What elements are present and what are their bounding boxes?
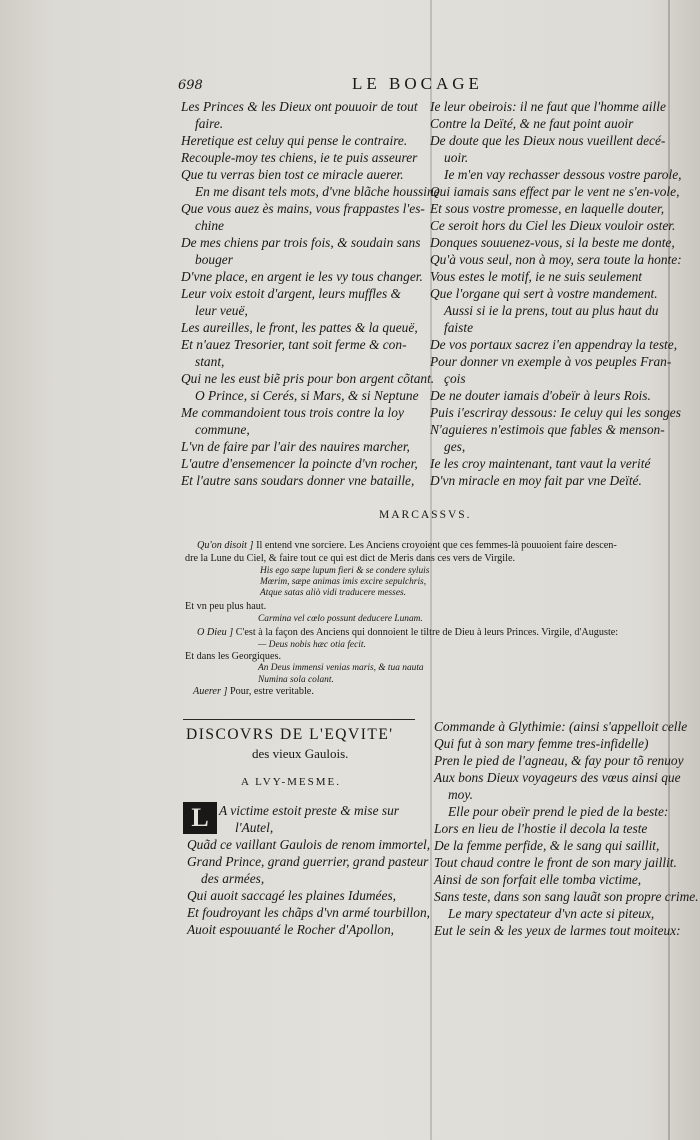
poem-line: Me commandoient tous trois contre la loy — [181, 405, 404, 420]
poem-line: Qui iamais sans effect par le vent ne s'en-vole, — [430, 184, 680, 199]
poem-line: bouger — [195, 252, 233, 267]
page-header — [0, 74, 700, 96]
commentary-key: O Dieu ] — [197, 627, 234, 638]
running-title: LE BOCAGE — [352, 74, 483, 93]
commentary-text: C'est à la façon des Anciens qui donnoient le tiltre de Dieu à leurs Princes. Virgile, d'Auguste: — [235, 627, 619, 638]
commentary-text: dre la Lune du Ciel, & faire tout ce qui est dict de Meris dans ces vers de Virgile. — [185, 553, 516, 564]
commentary-title: MARCASSVS. — [379, 509, 472, 521]
latin-quote-line: An Deus immensi venias maris, & tua nauta — [258, 663, 424, 673]
poem-line: O Prince, si Cerés, si Mars, & si Neptune — [195, 388, 419, 403]
poem-line: Auoit espouuanté le Rocher d'Apollon, — [187, 922, 395, 937]
poem-line: De la femme perfide, & le sang qui saillit, — [434, 838, 660, 853]
commentary-text: Pour, estre veritable. — [229, 686, 314, 697]
poem-line: chine — [195, 218, 224, 233]
poem-line: En me disant tels mots, d'vne blãche houssine — [195, 184, 440, 199]
poem-line: Et sous vostre promesse, en laquelle douter, — [430, 201, 665, 216]
poem-line: Que vous auez ès mains, vous frappastes l'es- — [181, 201, 425, 216]
poem-line: N'aguieres n'estimois que fables & menson- — [430, 422, 665, 437]
commentary-key: Qu'on disoit ] — [197, 540, 254, 551]
commentary-key: Auerer ] — [193, 686, 228, 697]
poem-line: commune, — [195, 422, 250, 437]
poem-line: Ce seroit hors du Ciel les Dieux vouloir oster. — [430, 218, 676, 233]
poem-line: Eut le sein & les yeux de larmes tout moiteux: — [434, 923, 681, 938]
poem-line: Ainsi de son forfait elle tomba victime, — [434, 872, 642, 887]
poem-line: Donques souuenez-vous, si la beste me donte, — [430, 235, 675, 250]
poem-line: De mes chiens par trois fois, & soudain sans — [181, 235, 421, 250]
poem-line: Et n'auez Tresorier, tant soit ferme & con- — [181, 337, 407, 352]
poem-line: Qui fut à son mary femme tres-infidelle) — [434, 736, 649, 751]
poem-line: ges, — [444, 439, 466, 454]
poem-line: De doute que les Dieux nous vueillent decé- — [430, 133, 666, 148]
poem-line: Commande à Glythimie: (ainsi s'appelloit celle — [434, 719, 688, 734]
commentary-line — [185, 553, 515, 564]
poem-line: Et l'autre sans soudars donner vne bataille, — [181, 473, 415, 488]
poem-line: D'vne place, en argent ie les vy tous changer. — [181, 269, 423, 284]
poem-line: Sans teste, dans son sang lauãt son propre crime. — [434, 889, 699, 904]
poem-line: Ie m'en vay rechasser dessous vostre parole, — [444, 167, 682, 182]
poem-line: faiste — [444, 320, 474, 335]
latin-quote-line: Atque satas aliò vidi traducere messes. — [260, 588, 406, 598]
poem-line: L'vn de faire par l'air des nauires marcher, — [181, 439, 410, 454]
poem-line: Heretique est celuy qui pense le contraire. — [181, 133, 408, 148]
poem-line: Vous estes le motif, ie ne suis seulement — [430, 269, 642, 284]
section-rule — [183, 719, 415, 720]
commentary-text: Et vn peu plus haut. — [185, 601, 267, 612]
section-dedication: A LVY-MESME. — [241, 776, 341, 788]
poem-line: l'Autel, — [235, 820, 274, 835]
poem-line: Elle pour obeïr prend le pied de la beste: — [448, 804, 669, 819]
poem-line: Ie leur obeirois: il ne faut que l'homme aille — [430, 99, 666, 114]
poem-line: D'vn miracle en moy fait par vne Deïté. — [430, 473, 642, 488]
commentary-line — [197, 627, 618, 638]
poem-line: çois — [444, 371, 466, 386]
poem-line: leur veuë, — [195, 303, 248, 318]
poem-line: Aussi si ie la prens, tout au plus haut du — [444, 303, 659, 318]
poem-line: Puis i'escriray dessous: Ie celuy qui les songes — [430, 405, 681, 420]
poem-line: Grand Prince, grand guerrier, grand pasteur — [187, 854, 429, 869]
latin-quote-line: — Deus nobis hæc otia fecit. — [258, 640, 366, 650]
page-number: 698 — [178, 78, 203, 93]
latin-quote-line: Mœrim, sæpe animas imis excire sepulchris, — [260, 577, 427, 587]
poem-line: Les Princes & les Dieux ont pouuoir de tout — [181, 99, 418, 114]
poem-line: Tout chaud contre le front de son mary jaillit. — [434, 855, 677, 870]
commentary-line — [193, 686, 314, 697]
poem-line: Pour donner vn exemple à vos peuples Fran- — [430, 354, 672, 369]
poem-line: Que l'organe qui sert à vostre mandement. — [430, 286, 658, 301]
section-title: DISCOVRS DE L'EQVITE' — [186, 726, 394, 743]
commentary-text: Et dans les Georgiques. — [185, 651, 282, 662]
commentary-text: Il entend vne sorciere. Les Anciens croyoient que ces femmes-là pouuoient faire descen- — [256, 540, 617, 551]
drop-cap-initial: L — [183, 802, 217, 834]
poem-line: Contre la Deïté, & ne faut point auoir — [430, 116, 634, 131]
poem-line: Et foudroyant les chãps d'vn armé tourbillon, — [187, 905, 431, 920]
latin-quote-line: Numina sola colant. — [258, 675, 334, 685]
poem-line: uoir. — [444, 150, 469, 165]
poem-line: De vos portaux sacrez i'en appendray la teste, — [430, 337, 678, 352]
poem-line: Qui auoit saccagé les plaines Idumées, — [187, 888, 396, 903]
latin-quote-line: Carmina vel cœlo possunt deducere Lunam. — [258, 614, 423, 624]
poem-line: Leur voix estoit d'argent, leurs muffles & — [181, 286, 401, 301]
poem-line: Le mary spectateur d'vn acte si piteux, — [448, 906, 655, 921]
poem-line: Lors en lieu de l'hostie il decola la teste — [434, 821, 648, 836]
commentary-line — [197, 540, 617, 551]
poem-line: A victime estoit preste & mise sur — [219, 803, 400, 818]
poem-line: des armées, — [201, 871, 265, 886]
poem-line: Pren le pied de l'agneau, & fay pour tõ renuoy — [434, 753, 684, 768]
poem-line: Recouple-moy tes chiens, ie te puis asseurer — [181, 150, 418, 165]
poem-line: Ie les croy maintenant, tant vaut la verité — [430, 456, 651, 471]
section-subtitle: des vieux Gaulois. — [252, 746, 349, 761]
poem-line: Aux bons Dieux voyageurs des vœus ainsi que — [434, 770, 681, 785]
poem-line: De ne douter iamais d'obeïr à leurs Rois. — [430, 388, 651, 403]
poem-line: faire. — [195, 116, 224, 131]
poem-line: L'autre d'ensemencer la poincte d'vn rocher, — [181, 456, 418, 471]
poem-line: moy. — [448, 787, 473, 802]
poem-line: Qui ne les eust biẽ pris pour bon argent cõtant. — [181, 371, 435, 386]
latin-quote-line: His ego sæpe lupum fieri & se condere syluis — [260, 566, 430, 576]
poem-line: Les aureilles, le front, les pattes & la queuë, — [181, 320, 418, 335]
poem-line: stant, — [195, 354, 225, 369]
poem-line: Quãd ce vaillant Gaulois de renom immortel, — [187, 837, 431, 852]
poem-line: Que tu verras bien tost ce miracle auerer. — [181, 167, 404, 182]
poem-line: Qu'à vous seul, non à moy, sera toute la honte: — [430, 252, 682, 267]
